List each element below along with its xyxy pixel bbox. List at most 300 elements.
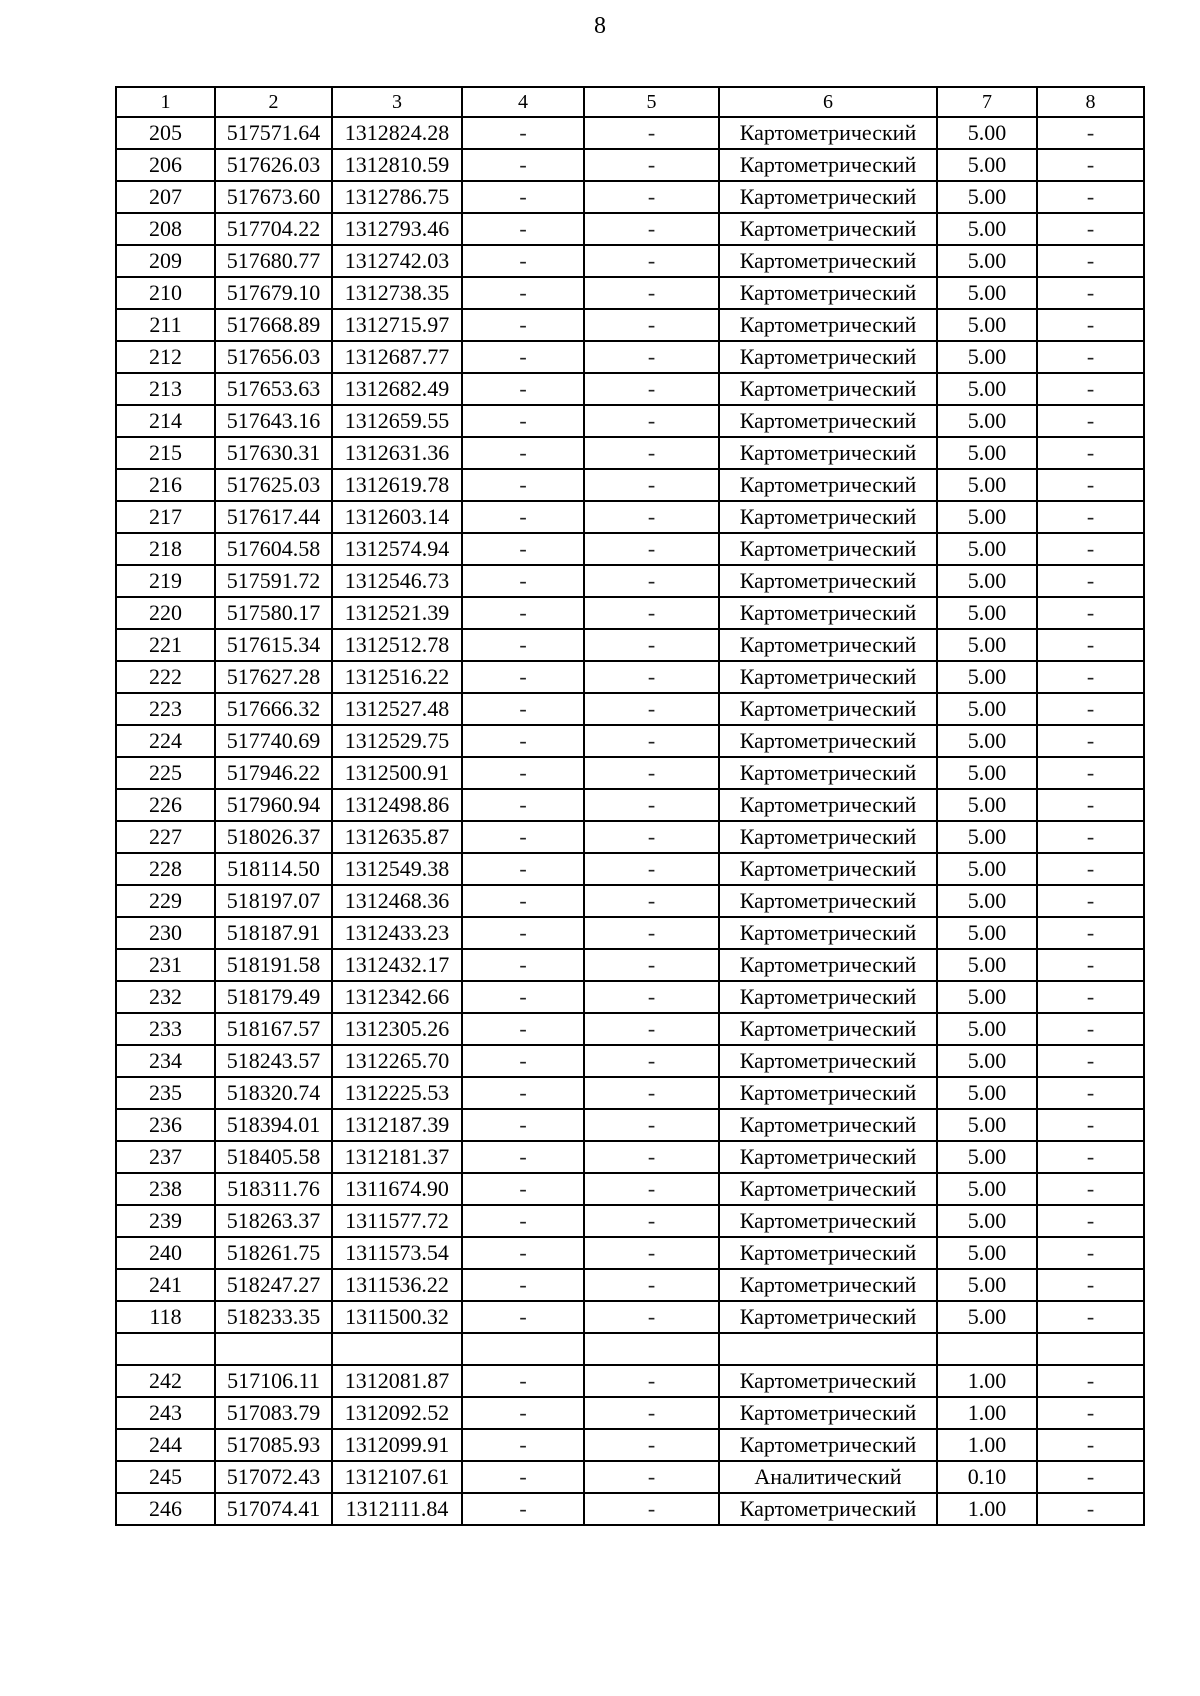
column-5-cell: - bbox=[584, 181, 719, 213]
column-5-cell: - bbox=[584, 245, 719, 277]
point-number-cell: 240 bbox=[116, 1237, 215, 1269]
method-cell: Картометрический bbox=[719, 1045, 937, 1077]
table-row bbox=[116, 565, 1144, 597]
y-coordinate-cell: 1312682.49 bbox=[332, 373, 462, 405]
column-4-cell: - bbox=[462, 917, 584, 949]
column-4-cell: - bbox=[462, 693, 584, 725]
column-8-cell: - bbox=[1037, 277, 1144, 309]
method-cell: Картометрический bbox=[719, 469, 937, 501]
y-coordinate-cell: 1312635.87 bbox=[332, 821, 462, 853]
y-coordinate-cell: 1312529.75 bbox=[332, 725, 462, 757]
method-cell: Картометрический bbox=[719, 693, 937, 725]
column-8-cell: - bbox=[1037, 309, 1144, 341]
accuracy-cell: 5.00 bbox=[937, 949, 1037, 981]
column-8-cell: - bbox=[1037, 1013, 1144, 1045]
column-8-cell: - bbox=[1037, 1429, 1144, 1461]
point-number-cell: 209 bbox=[116, 245, 215, 277]
column-5-cell: - bbox=[584, 1173, 719, 1205]
point-number-cell: 235 bbox=[116, 1077, 215, 1109]
accuracy-cell: 5.00 bbox=[937, 341, 1037, 373]
column-5-cell: - bbox=[584, 1013, 719, 1045]
table-row bbox=[116, 1237, 1144, 1269]
column-5-cell: - bbox=[584, 821, 719, 853]
x-coordinate-cell bbox=[215, 1333, 332, 1365]
column-8-cell: - bbox=[1037, 1109, 1144, 1141]
column-5-cell: - bbox=[584, 469, 719, 501]
x-coordinate-cell: 517680.77 bbox=[215, 245, 332, 277]
table-row bbox=[116, 597, 1144, 629]
y-coordinate-cell: 1312738.35 bbox=[332, 277, 462, 309]
y-coordinate-cell: 1312342.66 bbox=[332, 981, 462, 1013]
table-row bbox=[116, 1205, 1144, 1237]
column-4-cell: - bbox=[462, 437, 584, 469]
table-row bbox=[116, 437, 1144, 469]
method-cell: Картометрический bbox=[719, 117, 937, 149]
table-row bbox=[116, 277, 1144, 309]
y-coordinate-cell: 1311500.32 bbox=[332, 1301, 462, 1333]
x-coordinate-cell: 517083.79 bbox=[215, 1397, 332, 1429]
point-number-cell: 234 bbox=[116, 1045, 215, 1077]
column-4-cell: - bbox=[462, 405, 584, 437]
table-row bbox=[116, 469, 1144, 501]
column-8-cell: - bbox=[1037, 117, 1144, 149]
table-row bbox=[116, 501, 1144, 533]
table-row bbox=[116, 1013, 1144, 1045]
accuracy-cell: 5.00 bbox=[937, 309, 1037, 341]
column-4-cell: - bbox=[462, 981, 584, 1013]
y-coordinate-cell: 1312521.39 bbox=[332, 597, 462, 629]
column-5-cell: - bbox=[584, 213, 719, 245]
point-number-cell: 243 bbox=[116, 1397, 215, 1429]
method-cell: Аналитический bbox=[719, 1461, 937, 1493]
x-coordinate-cell: 518197.07 bbox=[215, 885, 332, 917]
accuracy-cell: 5.00 bbox=[937, 149, 1037, 181]
table-row bbox=[116, 1141, 1144, 1173]
y-coordinate-cell: 1312631.36 bbox=[332, 437, 462, 469]
x-coordinate-cell: 518394.01 bbox=[215, 1109, 332, 1141]
y-coordinate-cell: 1312549.38 bbox=[332, 853, 462, 885]
column-8-cell: - bbox=[1037, 693, 1144, 725]
accuracy-cell: 5.00 bbox=[937, 373, 1037, 405]
table-row bbox=[116, 1397, 1144, 1429]
point-number-cell: 205 bbox=[116, 117, 215, 149]
column-4-cell: - bbox=[462, 1301, 584, 1333]
column-5-cell: - bbox=[584, 405, 719, 437]
x-coordinate-cell: 518187.91 bbox=[215, 917, 332, 949]
column-8-cell: - bbox=[1037, 245, 1144, 277]
point-number-cell: 239 bbox=[116, 1205, 215, 1237]
point-number-cell: 206 bbox=[116, 149, 215, 181]
point-number-cell: 246 bbox=[116, 1493, 215, 1525]
method-cell: Картометрический bbox=[719, 1109, 937, 1141]
column-8-cell: - bbox=[1037, 949, 1144, 981]
x-coordinate-cell: 517591.72 bbox=[215, 565, 332, 597]
column-4-cell: - bbox=[462, 565, 584, 597]
column-5-cell: - bbox=[584, 949, 719, 981]
method-cell: Картометрический bbox=[719, 1301, 937, 1333]
x-coordinate-cell: 517704.22 bbox=[215, 213, 332, 245]
column-5-cell bbox=[584, 1333, 719, 1365]
column-header: 1 bbox=[116, 87, 215, 117]
accuracy-cell: 5.00 bbox=[937, 1205, 1037, 1237]
column-5-cell: - bbox=[584, 885, 719, 917]
column-8-cell: - bbox=[1037, 725, 1144, 757]
method-cell: Картометрический bbox=[719, 1173, 937, 1205]
column-5-cell: - bbox=[584, 1205, 719, 1237]
y-coordinate-cell: 1312619.78 bbox=[332, 469, 462, 501]
table-row bbox=[116, 1461, 1144, 1493]
column-5-cell: - bbox=[584, 1237, 719, 1269]
table-row bbox=[116, 917, 1144, 949]
column-5-cell: - bbox=[584, 725, 719, 757]
column-5-cell: - bbox=[584, 789, 719, 821]
x-coordinate-cell: 517668.89 bbox=[215, 309, 332, 341]
method-cell: Картометрический bbox=[719, 245, 937, 277]
column-5-cell: - bbox=[584, 1429, 719, 1461]
method-cell: Картометрический bbox=[719, 1493, 937, 1525]
point-number-cell bbox=[116, 1333, 215, 1365]
point-number-cell: 216 bbox=[116, 469, 215, 501]
point-number-cell: 224 bbox=[116, 725, 215, 757]
method-cell: Картометрический bbox=[719, 757, 937, 789]
accuracy-cell: 5.00 bbox=[937, 853, 1037, 885]
x-coordinate-cell: 517571.64 bbox=[215, 117, 332, 149]
column-8-cell: - bbox=[1037, 1301, 1144, 1333]
accuracy-cell: 5.00 bbox=[937, 213, 1037, 245]
column-4-cell: - bbox=[462, 661, 584, 693]
method-cell: Картометрический bbox=[719, 629, 937, 661]
accuracy-cell: 0.10 bbox=[937, 1461, 1037, 1493]
y-coordinate-cell: 1312433.23 bbox=[332, 917, 462, 949]
point-number-cell: 210 bbox=[116, 277, 215, 309]
y-coordinate-cell: 1312715.97 bbox=[332, 309, 462, 341]
column-5-cell: - bbox=[584, 981, 719, 1013]
column-5-cell: - bbox=[584, 1301, 719, 1333]
x-coordinate-cell: 517626.03 bbox=[215, 149, 332, 181]
y-coordinate-cell: 1311674.90 bbox=[332, 1173, 462, 1205]
column-5-cell: - bbox=[584, 565, 719, 597]
column-4-cell: - bbox=[462, 1493, 584, 1525]
accuracy-cell: 5.00 bbox=[937, 117, 1037, 149]
method-cell: Картометрический bbox=[719, 213, 937, 245]
point-number-cell: 242 bbox=[116, 1365, 215, 1397]
column-8-cell: - bbox=[1037, 1077, 1144, 1109]
method-cell: Картометрический bbox=[719, 1077, 937, 1109]
y-coordinate-cell: 1312786.75 bbox=[332, 181, 462, 213]
method-cell: Картометрический bbox=[719, 181, 937, 213]
x-coordinate-cell: 517085.93 bbox=[215, 1429, 332, 1461]
point-number-cell: 219 bbox=[116, 565, 215, 597]
point-number-cell: 233 bbox=[116, 1013, 215, 1045]
y-coordinate-cell: 1312265.70 bbox=[332, 1045, 462, 1077]
table-row bbox=[116, 181, 1144, 213]
method-cell: Картометрический bbox=[719, 1141, 937, 1173]
point-number-cell: 231 bbox=[116, 949, 215, 981]
column-5-cell: - bbox=[584, 501, 719, 533]
method-cell: Картометрический bbox=[719, 437, 937, 469]
column-8-cell: - bbox=[1037, 1173, 1144, 1205]
column-8-cell: - bbox=[1037, 565, 1144, 597]
column-4-cell: - bbox=[462, 181, 584, 213]
accuracy-cell: 1.00 bbox=[937, 1365, 1037, 1397]
accuracy-cell: 5.00 bbox=[937, 1109, 1037, 1141]
table-row bbox=[116, 629, 1144, 661]
column-4-cell: - bbox=[462, 725, 584, 757]
page-number: 8 bbox=[594, 13, 606, 39]
table-row bbox=[116, 1173, 1144, 1205]
column-8-cell: - bbox=[1037, 1397, 1144, 1429]
x-coordinate-cell: 518247.27 bbox=[215, 1269, 332, 1301]
point-number-cell: 223 bbox=[116, 693, 215, 725]
x-coordinate-cell: 518191.58 bbox=[215, 949, 332, 981]
accuracy-cell: 5.00 bbox=[937, 181, 1037, 213]
point-number-cell: 232 bbox=[116, 981, 215, 1013]
y-coordinate-cell: 1312099.91 bbox=[332, 1429, 462, 1461]
column-5-cell: - bbox=[584, 277, 719, 309]
point-number-cell: 244 bbox=[116, 1429, 215, 1461]
x-coordinate-cell: 517630.31 bbox=[215, 437, 332, 469]
table-row bbox=[116, 1333, 1144, 1365]
table-row bbox=[116, 341, 1144, 373]
table-body bbox=[116, 117, 1144, 1525]
method-cell: Картометрический bbox=[719, 1013, 937, 1045]
point-number-cell: 208 bbox=[116, 213, 215, 245]
column-5-cell: - bbox=[584, 341, 719, 373]
column-4-cell: - bbox=[462, 1141, 584, 1173]
x-coordinate-cell: 517960.94 bbox=[215, 789, 332, 821]
accuracy-cell: 5.00 bbox=[937, 885, 1037, 917]
accuracy-cell: 5.00 bbox=[937, 469, 1037, 501]
x-coordinate-cell: 517625.03 bbox=[215, 469, 332, 501]
column-8-cell: - bbox=[1037, 1461, 1144, 1493]
table-row bbox=[116, 693, 1144, 725]
x-coordinate-cell: 518261.75 bbox=[215, 1237, 332, 1269]
accuracy-cell: 5.00 bbox=[937, 1013, 1037, 1045]
column-5-cell: - bbox=[584, 693, 719, 725]
y-coordinate-cell: 1312498.86 bbox=[332, 789, 462, 821]
y-coordinate-cell: 1312659.55 bbox=[332, 405, 462, 437]
accuracy-cell: 5.00 bbox=[937, 501, 1037, 533]
method-cell: Картометрический bbox=[719, 277, 937, 309]
column-5-cell: - bbox=[584, 1269, 719, 1301]
y-coordinate-cell: 1311536.22 bbox=[332, 1269, 462, 1301]
point-number-cell: 212 bbox=[116, 341, 215, 373]
x-coordinate-cell: 518405.58 bbox=[215, 1141, 332, 1173]
accuracy-cell: 1.00 bbox=[937, 1429, 1037, 1461]
column-8-cell: - bbox=[1037, 1141, 1144, 1173]
x-coordinate-cell: 517072.43 bbox=[215, 1461, 332, 1493]
column-8-cell: - bbox=[1037, 821, 1144, 853]
method-cell: Картометрический bbox=[719, 565, 937, 597]
point-number-cell: 230 bbox=[116, 917, 215, 949]
point-number-cell: 245 bbox=[116, 1461, 215, 1493]
x-coordinate-cell: 518263.37 bbox=[215, 1205, 332, 1237]
accuracy-cell: 5.00 bbox=[937, 629, 1037, 661]
accuracy-cell bbox=[937, 1333, 1037, 1365]
point-number-cell: 229 bbox=[116, 885, 215, 917]
point-number-cell: 236 bbox=[116, 1109, 215, 1141]
accuracy-cell: 5.00 bbox=[937, 565, 1037, 597]
accuracy-cell: 5.00 bbox=[937, 533, 1037, 565]
column-8-cell: - bbox=[1037, 373, 1144, 405]
point-number-cell: 118 bbox=[116, 1301, 215, 1333]
column-5-cell: - bbox=[584, 1493, 719, 1525]
column-5-cell: - bbox=[584, 661, 719, 693]
column-4-cell: - bbox=[462, 949, 584, 981]
y-coordinate-cell: 1312527.48 bbox=[332, 693, 462, 725]
method-cell: Картометрический bbox=[719, 309, 937, 341]
x-coordinate-cell: 517627.28 bbox=[215, 661, 332, 693]
column-4-cell: - bbox=[462, 629, 584, 661]
accuracy-cell: 5.00 bbox=[937, 437, 1037, 469]
point-number-cell: 207 bbox=[116, 181, 215, 213]
y-coordinate-cell: 1312468.36 bbox=[332, 885, 462, 917]
method-cell: Картометрический bbox=[719, 1205, 937, 1237]
y-coordinate-cell: 1312687.77 bbox=[332, 341, 462, 373]
table-row bbox=[116, 1365, 1144, 1397]
column-8-cell: - bbox=[1037, 1365, 1144, 1397]
x-coordinate-cell: 517740.69 bbox=[215, 725, 332, 757]
column-5-cell: - bbox=[584, 853, 719, 885]
method-cell: Картометрический bbox=[719, 725, 937, 757]
column-8-cell: - bbox=[1037, 149, 1144, 181]
method-cell: Картометрический bbox=[719, 533, 937, 565]
column-4-cell: - bbox=[462, 1013, 584, 1045]
column-4-cell: - bbox=[462, 1429, 584, 1461]
method-cell: Картометрический bbox=[719, 1397, 937, 1429]
method-cell: Картометрический bbox=[719, 661, 937, 693]
method-cell: Картометрический bbox=[719, 1269, 937, 1301]
x-coordinate-cell: 517679.10 bbox=[215, 277, 332, 309]
column-5-cell: - bbox=[584, 373, 719, 405]
column-8-cell: - bbox=[1037, 1269, 1144, 1301]
table-row bbox=[116, 1269, 1144, 1301]
y-coordinate-cell: 1312181.37 bbox=[332, 1141, 462, 1173]
method-cell: Картометрический bbox=[719, 821, 937, 853]
point-number-cell: 227 bbox=[116, 821, 215, 853]
y-coordinate-cell: 1311577.72 bbox=[332, 1205, 462, 1237]
point-number-cell: 222 bbox=[116, 661, 215, 693]
column-5-cell: - bbox=[584, 629, 719, 661]
x-coordinate-cell: 517617.44 bbox=[215, 501, 332, 533]
x-coordinate-cell: 517106.11 bbox=[215, 1365, 332, 1397]
y-coordinate-cell: 1312432.17 bbox=[332, 949, 462, 981]
column-8-cell: - bbox=[1037, 1493, 1144, 1525]
accuracy-cell: 5.00 bbox=[937, 917, 1037, 949]
column-4-cell: - bbox=[462, 373, 584, 405]
method-cell: Картометрический bbox=[719, 853, 937, 885]
column-4-cell: - bbox=[462, 853, 584, 885]
column-5-cell: - bbox=[584, 1461, 719, 1493]
table-row bbox=[116, 149, 1144, 181]
method-cell: Картометрический bbox=[719, 149, 937, 181]
table-row bbox=[116, 213, 1144, 245]
table-row bbox=[116, 853, 1144, 885]
method-cell: Картометрический bbox=[719, 981, 937, 1013]
column-8-cell: - bbox=[1037, 661, 1144, 693]
column-4-cell: - bbox=[462, 1365, 584, 1397]
y-coordinate-cell: 1312111.84 bbox=[332, 1493, 462, 1525]
point-number-cell: 214 bbox=[116, 405, 215, 437]
column-header: 2 bbox=[215, 87, 332, 117]
x-coordinate-cell: 517615.34 bbox=[215, 629, 332, 661]
table-row bbox=[116, 1429, 1144, 1461]
table-row bbox=[116, 1493, 1144, 1525]
column-8-cell: - bbox=[1037, 629, 1144, 661]
column-5-cell: - bbox=[584, 533, 719, 565]
y-coordinate-cell: 1312092.52 bbox=[332, 1397, 462, 1429]
column-8-cell: - bbox=[1037, 501, 1144, 533]
y-coordinate-cell: 1312574.94 bbox=[332, 533, 462, 565]
accuracy-cell: 5.00 bbox=[937, 661, 1037, 693]
x-coordinate-cell: 517656.03 bbox=[215, 341, 332, 373]
table-row bbox=[116, 725, 1144, 757]
column-4-cell: - bbox=[462, 1461, 584, 1493]
y-coordinate-cell: 1312305.26 bbox=[332, 1013, 462, 1045]
column-5-cell: - bbox=[584, 1045, 719, 1077]
column-5-cell: - bbox=[584, 149, 719, 181]
x-coordinate-cell: 518179.49 bbox=[215, 981, 332, 1013]
x-coordinate-cell: 518320.74 bbox=[215, 1077, 332, 1109]
method-cell: Картометрический bbox=[719, 1429, 937, 1461]
table-row bbox=[116, 373, 1144, 405]
table-row bbox=[116, 821, 1144, 853]
column-8-cell: - bbox=[1037, 469, 1144, 501]
y-coordinate-cell: 1312512.78 bbox=[332, 629, 462, 661]
accuracy-cell: 1.00 bbox=[937, 1397, 1037, 1429]
accuracy-cell: 5.00 bbox=[937, 1045, 1037, 1077]
column-4-cell: - bbox=[462, 821, 584, 853]
method-cell: Картометрический bbox=[719, 341, 937, 373]
x-coordinate-cell: 517604.58 bbox=[215, 533, 332, 565]
method-cell: Картометрический bbox=[719, 597, 937, 629]
column-header: 5 bbox=[584, 87, 719, 117]
point-number-cell: 215 bbox=[116, 437, 215, 469]
point-number-cell: 217 bbox=[116, 501, 215, 533]
column-8-cell: - bbox=[1037, 213, 1144, 245]
column-8-cell: - bbox=[1037, 853, 1144, 885]
x-coordinate-cell: 517580.17 bbox=[215, 597, 332, 629]
column-8-cell: - bbox=[1037, 533, 1144, 565]
table-row bbox=[116, 757, 1144, 789]
coordinates-table bbox=[115, 86, 1145, 1526]
point-number-cell: 221 bbox=[116, 629, 215, 661]
x-coordinate-cell: 518311.76 bbox=[215, 1173, 332, 1205]
column-8-cell: - bbox=[1037, 1045, 1144, 1077]
accuracy-cell: 5.00 bbox=[937, 757, 1037, 789]
table-row bbox=[116, 245, 1144, 277]
column-4-cell: - bbox=[462, 1269, 584, 1301]
x-coordinate-cell: 518026.37 bbox=[215, 821, 332, 853]
column-header: 6 bbox=[719, 87, 937, 117]
accuracy-cell: 5.00 bbox=[937, 789, 1037, 821]
column-4-cell: - bbox=[462, 149, 584, 181]
column-5-cell: - bbox=[584, 1077, 719, 1109]
table-row bbox=[116, 981, 1144, 1013]
column-header: 3 bbox=[332, 87, 462, 117]
x-coordinate-cell: 517673.60 bbox=[215, 181, 332, 213]
column-8-cell: - bbox=[1037, 917, 1144, 949]
y-coordinate-cell: 1312225.53 bbox=[332, 1077, 462, 1109]
column-4-cell: - bbox=[462, 1237, 584, 1269]
point-number-cell: 218 bbox=[116, 533, 215, 565]
y-coordinate-cell: 1312546.73 bbox=[332, 565, 462, 597]
method-cell: Картометрический bbox=[719, 885, 937, 917]
table-row bbox=[116, 949, 1144, 981]
method-cell bbox=[719, 1333, 937, 1365]
accuracy-cell: 5.00 bbox=[937, 981, 1037, 1013]
header-row bbox=[116, 87, 1144, 117]
